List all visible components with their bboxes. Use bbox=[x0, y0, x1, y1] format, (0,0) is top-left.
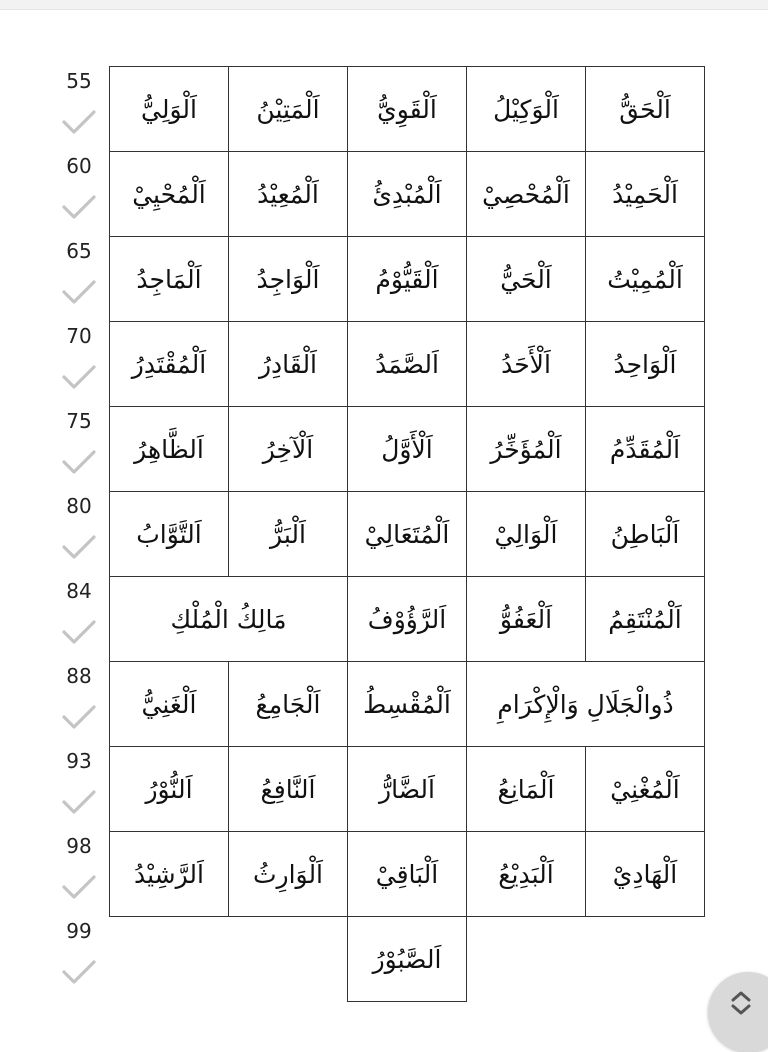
divine-name-text: اَلْغَنِيُّ bbox=[141, 689, 197, 719]
name-cell bbox=[347, 66, 467, 152]
name-cell bbox=[228, 66, 348, 152]
name-cell bbox=[228, 746, 348, 832]
name-cell bbox=[585, 576, 705, 662]
divine-name-text: اَلظَّاهِرُ bbox=[134, 434, 204, 464]
row-number: 99 bbox=[66, 919, 92, 943]
divine-name-text: اَلْأَوَّلُ bbox=[381, 434, 433, 464]
divine-name-text: اَلْقَوِيُّ bbox=[377, 94, 437, 124]
divine-name-text: ذُوالْجَلَالِ وَالْإِكْرَامِ bbox=[497, 689, 674, 719]
row-number: 60 bbox=[66, 154, 92, 178]
name-cell bbox=[228, 831, 348, 917]
name-cell bbox=[585, 66, 705, 152]
name-cell bbox=[347, 236, 467, 322]
name-cell bbox=[585, 321, 705, 407]
row-number: 65 bbox=[66, 239, 92, 263]
divine-name-text: اَلنَّافِعُ bbox=[260, 774, 316, 804]
divine-name-text: اَلصَّبُوْرُ bbox=[372, 944, 442, 974]
divine-name-text: اَلْمَانِعُ bbox=[497, 774, 555, 804]
divine-name-text: اَلْعَفُوُّ bbox=[499, 604, 553, 634]
divine-name-text: اَلْمُحْيِيْ bbox=[132, 179, 206, 209]
divine-name-text: اَلنُّوْرُ bbox=[145, 774, 193, 804]
divine-name-text: اَلْبَدِيْعُ bbox=[498, 859, 554, 889]
divine-name-text: اَلصَّمَدُ bbox=[375, 349, 439, 379]
name-cell bbox=[466, 746, 586, 832]
checkmark-icon[interactable] bbox=[62, 449, 96, 475]
divine-name-text: اَلْهَادِيْ bbox=[612, 859, 678, 889]
checkmark-icon[interactable] bbox=[62, 109, 96, 135]
scroll-button[interactable] bbox=[708, 972, 768, 1052]
name-cell bbox=[347, 661, 467, 747]
row-number: 55 bbox=[66, 69, 92, 93]
divine-name-text: اَلْقَيُّوْمُ bbox=[375, 264, 439, 294]
name-cell bbox=[466, 321, 586, 407]
checkmark-icon[interactable] bbox=[62, 619, 96, 645]
divine-name-text: اَلْمَاجِدُ bbox=[136, 264, 202, 294]
divine-name-text: اَلْوَالِيْ bbox=[494, 519, 558, 549]
divine-name-text: اَلْبَرُّ bbox=[270, 519, 306, 549]
name-cell bbox=[347, 491, 467, 577]
name-cell bbox=[466, 236, 586, 322]
checkmark-icon[interactable] bbox=[62, 534, 96, 560]
divine-name-text: اَلْمُحْصِيْ bbox=[482, 179, 570, 209]
top-divider bbox=[0, 9, 768, 10]
divine-name-text: اَلْحَقُّ bbox=[619, 94, 671, 124]
divine-name-text: اَلْمُتَعَالِيْ bbox=[364, 519, 450, 549]
name-cell bbox=[585, 236, 705, 322]
name-cell bbox=[109, 236, 229, 322]
row-number: 93 bbox=[66, 749, 92, 773]
divine-name-text: اَلْوَكِيْلُ bbox=[493, 94, 559, 124]
divine-name-text: اَلْوَاجِدُ bbox=[256, 264, 320, 294]
name-cell bbox=[585, 151, 705, 237]
divine-name-text: اَلْأَحَدُ bbox=[501, 349, 551, 379]
name-cell bbox=[228, 491, 348, 577]
name-cell bbox=[347, 831, 467, 917]
top-strip bbox=[0, 0, 768, 9]
checkmark-icon[interactable] bbox=[62, 789, 96, 815]
name-cell bbox=[585, 831, 705, 917]
name-cell bbox=[347, 576, 467, 662]
divine-name-text: اَلْحَمِيْدُ bbox=[612, 179, 678, 209]
name-cell bbox=[109, 831, 229, 917]
divine-name-text: اَلْبَاطِنُ bbox=[610, 519, 680, 549]
divine-name-text: اَلْمُؤَخِّرُ bbox=[490, 434, 562, 464]
divine-name-text: مَالِكُ الْمُلْكِ bbox=[170, 604, 287, 634]
name-cell bbox=[466, 576, 586, 662]
checkmark-icon[interactable] bbox=[62, 704, 96, 730]
name-cell bbox=[585, 406, 705, 492]
divine-name-text: اَلْبَاقِيْ bbox=[375, 859, 439, 889]
name-cell bbox=[228, 236, 348, 322]
divine-name-text: اَلْمُبْدِئُ bbox=[372, 179, 442, 209]
checkmark-icon[interactable] bbox=[62, 279, 96, 305]
name-cell bbox=[228, 661, 348, 747]
divine-name-text: اَلْجَامِعُ bbox=[255, 689, 321, 719]
divine-name-text: اَلْوَاحِدُ bbox=[613, 349, 677, 379]
divine-name-text: اَلْحَيُّ bbox=[500, 264, 552, 294]
name-cell bbox=[585, 491, 705, 577]
checkmark-icon[interactable] bbox=[62, 874, 96, 900]
name-cell bbox=[347, 151, 467, 237]
divine-name-text: اَلْوَلِيُّ bbox=[141, 94, 197, 124]
divine-name-text: اَلْمَتِيْنُ bbox=[256, 94, 320, 124]
name-cell bbox=[466, 406, 586, 492]
divine-name-text: اَلْمُنْتَقِمُ bbox=[608, 604, 682, 634]
checkmark-icon[interactable] bbox=[62, 194, 96, 220]
name-cell bbox=[585, 746, 705, 832]
name-cell bbox=[109, 66, 229, 152]
row-number: 80 bbox=[66, 494, 92, 518]
divine-name-text: اَلْمُمِيْتُ bbox=[607, 264, 683, 294]
checkmark-icon[interactable] bbox=[62, 959, 96, 985]
name-cell bbox=[228, 151, 348, 237]
name-cell bbox=[347, 746, 467, 832]
divine-name-text: اَلْمُعِيْدُ bbox=[257, 179, 319, 209]
divine-name-text: اَلْآخِرُ bbox=[262, 434, 314, 464]
row-number: 98 bbox=[66, 834, 92, 858]
name-cell bbox=[109, 661, 229, 747]
name-cell bbox=[109, 406, 229, 492]
name-cell bbox=[466, 831, 586, 917]
name-cell bbox=[109, 746, 229, 832]
name-cell bbox=[228, 406, 348, 492]
divine-name-text: اَلْمُقْتَدِرُ bbox=[131, 349, 207, 379]
name-cell bbox=[228, 321, 348, 407]
name-cell bbox=[347, 321, 467, 407]
divine-name-text: اَلرَّشِيْدُ bbox=[134, 859, 204, 889]
divine-name-text: اَلْقَادِرُ bbox=[258, 349, 318, 379]
row-number: 88 bbox=[66, 664, 92, 688]
name-cell bbox=[109, 151, 229, 237]
name-cell bbox=[109, 576, 348, 662]
divine-name-text: اَلْمُغْنِيْ bbox=[610, 774, 680, 804]
divine-name-text: اَلْوَارِثُ bbox=[252, 859, 324, 889]
divine-name-text: اَلْمُقَدِّمُ bbox=[609, 434, 681, 464]
name-cell bbox=[466, 151, 586, 237]
name-cell bbox=[347, 916, 467, 1002]
divine-name-text: اَلضَّارُّ bbox=[379, 774, 435, 804]
divine-name-text: اَلرَّؤُوْفُ bbox=[367, 604, 447, 634]
name-cell bbox=[347, 406, 467, 492]
name-cell bbox=[466, 661, 705, 747]
checkmark-icon[interactable] bbox=[62, 364, 96, 390]
name-cell bbox=[466, 66, 586, 152]
row-number: 70 bbox=[66, 324, 92, 348]
row-number: 84 bbox=[66, 579, 92, 603]
divine-name-text: اَلتَّوَّابُ bbox=[136, 519, 202, 549]
name-cell bbox=[109, 491, 229, 577]
name-cell bbox=[466, 491, 586, 577]
divine-name-text: اَلْمُقْسِطُ bbox=[363, 689, 451, 719]
scroll-up-down-icon bbox=[730, 989, 752, 1017]
row-number: 75 bbox=[66, 409, 92, 433]
name-cell bbox=[109, 321, 229, 407]
